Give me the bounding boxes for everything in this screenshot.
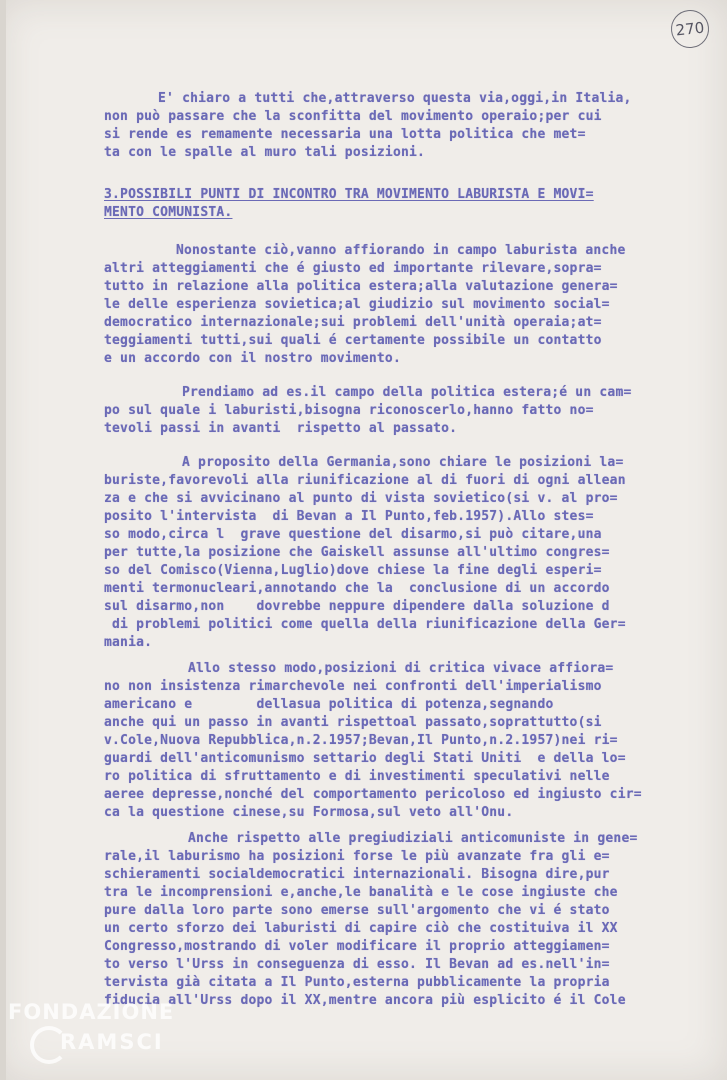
text-line: buriste,favorevoli alla riunificazione al di fuori di ogni allean bbox=[104, 473, 626, 488]
text-line: le delle esperienza sovietica;al giudizio sul movimento social= bbox=[104, 297, 610, 312]
section-heading: MENTO COMUNISTA. bbox=[104, 205, 233, 220]
section-heading: 3.POSSIBILI PUNTI DI INCONTRO TRA MOVIMENTO LABURISTA E MOVI= bbox=[104, 187, 594, 202]
archive-watermark bbox=[8, 996, 188, 1076]
page-edge bbox=[0, 0, 6, 1080]
text-line: fiducia all'Urss dopo il XX,mentre ancora più esplicito é il Cole bbox=[104, 993, 626, 1008]
text-line: ta con le spalle al muro tali posizioni. bbox=[104, 145, 426, 160]
text-line: non può passare che la sconfitta del movimento operaio;per cui bbox=[104, 109, 602, 124]
text-line: e un accordo con il nostro movimento. bbox=[104, 351, 401, 366]
text-line: mania. bbox=[104, 635, 153, 650]
text-line: tra le incomprensioni e,anche,le banalità e le cose ingiuste che bbox=[104, 885, 618, 900]
text-line: pure dalla loro parte sono emerse sull'argomento che vi é stato bbox=[104, 903, 610, 918]
text-line: ca la questione cinese,su Formosa,sul veto all'Onu. bbox=[104, 805, 514, 820]
text-line: si rende es remamente necessaria una lotta politica che met= bbox=[104, 127, 586, 142]
text-line: tutto in relazione alla politica estera;alla valutazione genera= bbox=[104, 279, 618, 294]
watermark-line1: FONDAZIONE bbox=[8, 1000, 175, 1024]
text-line: A proposito della Germania,sono chiare le posizioni la= bbox=[182, 455, 624, 470]
text-line: no non insistenza rimarchevole nei confronti dell'imperialismo bbox=[104, 679, 602, 694]
text-line: E' chiaro a tutti che,attraverso questa via,oggi,in Italia, bbox=[158, 91, 632, 106]
text-line: so del Comisco(Vienna,Luglio)dove chiese la fine degli esperi= bbox=[104, 563, 602, 578]
text-line: un certo sforzo dei laburisti di capire ciò che costituiva il XX bbox=[104, 921, 618, 936]
text-line: to verso l'Urss in conseguenza di esso. Il Bevan ad es.nell'in= bbox=[104, 957, 610, 972]
text-line: v.Cole,Nuova Repubblica,n.2.1957;Bevan,Il Punto,n.2.1957)nei ri= bbox=[104, 733, 618, 748]
text-line: rale,il laburismo ha posizioni forse le più avanzate fra gli e= bbox=[104, 849, 610, 864]
text-line: Anche rispetto alle pregiudiziali anticomuniste in gene= bbox=[188, 831, 638, 846]
text-line: democratico internazionale;sui problemi dell'unità operaia;at= bbox=[104, 315, 602, 330]
watermark-line2: RAMSCI bbox=[60, 1030, 164, 1054]
page-number-stamp: 270 bbox=[669, 8, 711, 50]
text-line: za e che si avvicinano al punto di vista sovietico(si v. al pro= bbox=[104, 491, 618, 506]
text-line: Allo stesso modo,posizioni di critica vivace affiora= bbox=[188, 661, 614, 676]
text-line: schieramenti socialdemocratici internazionali. Bisogna dire,pur bbox=[104, 867, 610, 882]
text-line: Congresso,mostrando di voler modificare il proprio atteggiamen= bbox=[104, 939, 610, 954]
text-line: americano e dellasua politica di potenza,segnando bbox=[104, 697, 554, 712]
text-line: per tutte,la posizione che Gaiskell assunse all'ultimo congres= bbox=[104, 545, 610, 560]
text-line: po sul quale i laburisti,bisogna riconoscerlo,hanno fatto no= bbox=[104, 403, 594, 418]
text-line: teggiamenti tutti,sui quali é certamente possibile un contatto bbox=[104, 333, 602, 348]
text-line: Prendiamo ad es.il campo della politica estera;é un cam= bbox=[182, 385, 632, 400]
text-line: Nonostante ciò,vanno affiorando in campo laburista anche bbox=[176, 243, 626, 258]
text-line: anche qui un passo in avanti rispettoal passato,soprattutto(si bbox=[104, 715, 602, 730]
text-line: menti termonucleari,annotando che la conclusione di un accordo bbox=[104, 581, 610, 596]
text-line: tevoli passi in avanti rispetto al passato. bbox=[104, 421, 458, 436]
text-line: guardi dell'anticomunismo settario degli Stati Uniti e della lo= bbox=[104, 751, 626, 766]
text-line: so modo,circa l grave questione del disarmo,si può citare,una bbox=[104, 527, 602, 542]
text-line: posito l'intervista di Bevan a Il Punto,feb.1957).Allo stes= bbox=[104, 509, 594, 524]
text-line: di problemi politici come quella della riunificazione della Ger= bbox=[104, 617, 626, 632]
text-line: tervista già citata a Il Punto,esterna pubblicamente la propria bbox=[104, 975, 610, 990]
text-line: aeree depresse,nonché del comportamento pericoloso ed ingiusto cir= bbox=[104, 787, 642, 802]
text-line: sul disarmo,non dovrebbe neppure dipendere dalla soluzione d bbox=[104, 599, 610, 614]
text-line: ro politica di sfruttamento e di investimenti speculativi nelle bbox=[104, 769, 610, 784]
text-line: altri atteggiamenti che é giusto ed importante rilevare,sopra= bbox=[104, 261, 602, 276]
